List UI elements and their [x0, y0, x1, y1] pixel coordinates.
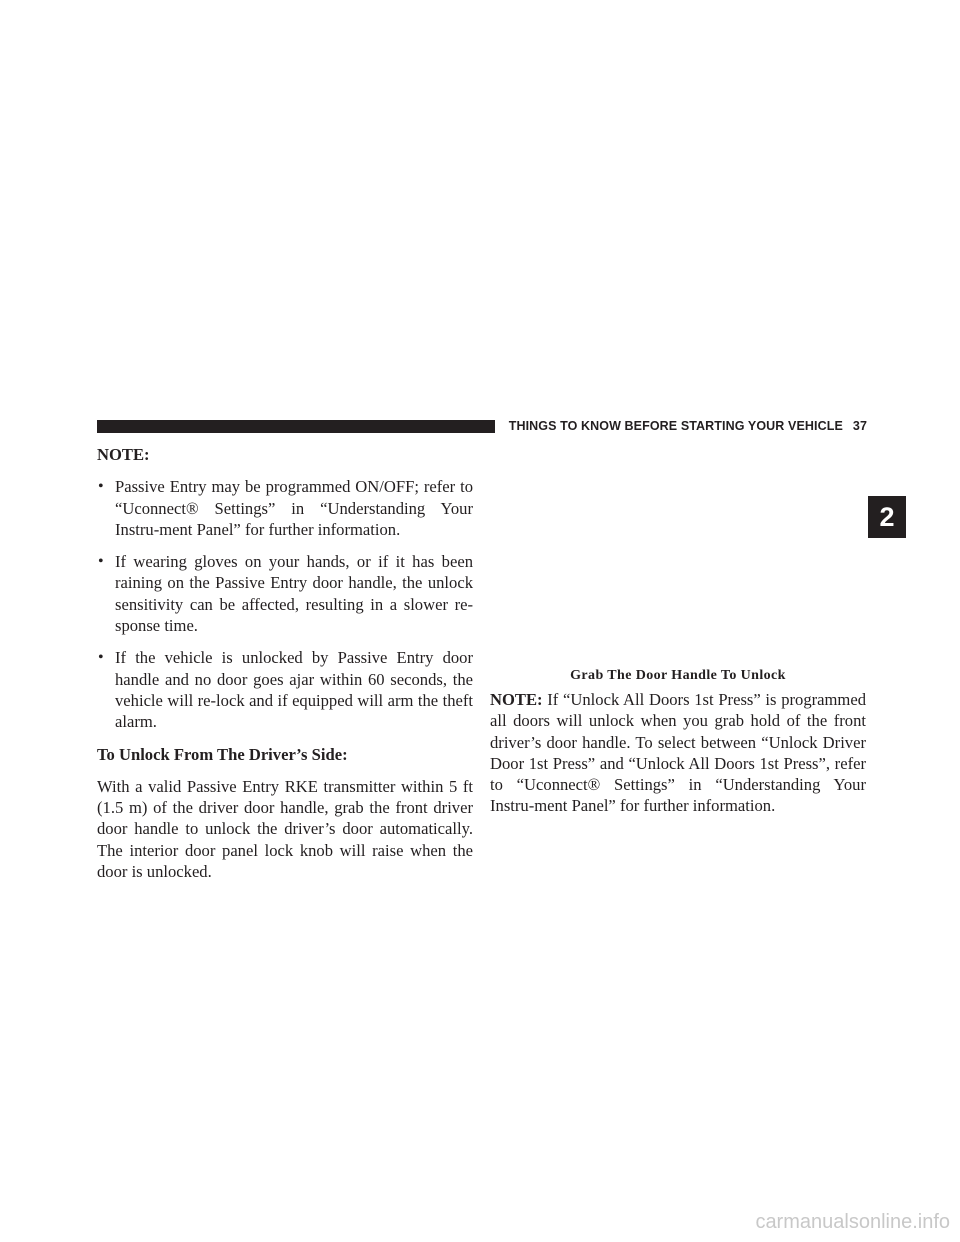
- watermark: carmanualsonline.info: [755, 1211, 950, 1233]
- figure-placeholder: [490, 444, 866, 664]
- page-number: 37: [852, 419, 867, 433]
- list-item: [97, 476, 473, 540]
- bullet-text: If wearing gloves on your hands, or if it has been raining on the Passive Entry door handle, the unlock sensitivity can be affected, resulting in a slower re-sponse time.: [115, 552, 473, 636]
- note-paragraph: [490, 689, 866, 817]
- bullet-text: If the vehicle is unlocked by Passive Entry door handle and no door goes ajar within 60 seconds, the vehicle will re-lock and if equipped will arm the theft alarm.: [115, 648, 473, 732]
- note-text: If “Unlock All Doors 1st Press” is programmed all doors will unlock when you grab hold of the front driver’s door handle. To select between “Unlock Driver Door 1st Press” and “Unlock All Doors 1st Press”, refer to “Uconnect® Settings” in “Understanding Your Instru-ment Panel” for further information.: [490, 690, 866, 816]
- bullet-icon: •: [98, 553, 104, 571]
- note-heading: NOTE:: [97, 445, 150, 464]
- list-item: [97, 647, 473, 732]
- list-item: [97, 551, 473, 636]
- running-header: [505, 419, 867, 433]
- section-title: THINGS TO KNOW BEFORE STARTING YOUR VEHICLE: [508, 419, 843, 433]
- figure-caption: Grab The Door Handle To Unlock: [570, 668, 786, 683]
- left-column: [97, 444, 473, 882]
- body-paragraph: With a valid Passive Entry RKE transmitter within 5 ft (1.5 m) of the driver door handle, grab the front driver door handle to unlock the driver’s door automatically. The interior door panel lock knob will raise when the door is unlocked.: [97, 776, 473, 882]
- header-rule: [97, 420, 495, 433]
- bullet-icon: •: [98, 649, 104, 667]
- right-column: [490, 689, 866, 817]
- chapter-tab: 2: [868, 496, 906, 538]
- section-subheading: To Unlock From The Driver’s Side:: [97, 744, 348, 764]
- note-bullet-list: [97, 476, 473, 732]
- bullet-icon: •: [98, 478, 104, 496]
- note-label: NOTE:: [490, 690, 543, 709]
- bullet-text: Passive Entry may be programmed ON/OFF; refer to “Uconnect® Settings” in “Understanding Your Instru-ment Panel” for further information.: [115, 477, 473, 539]
